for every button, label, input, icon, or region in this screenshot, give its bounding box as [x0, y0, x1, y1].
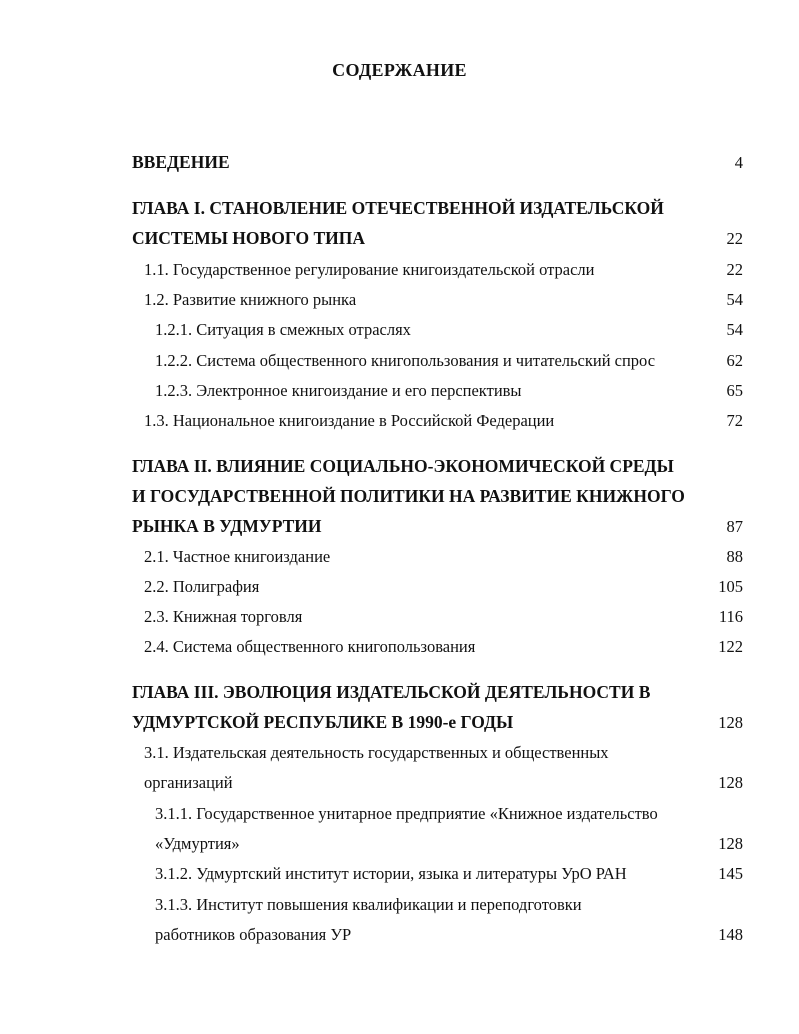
toc-section-3-1-3-line-1: 3.1.3. Институт повышения квалификации и переподготовки — [155, 895, 582, 914]
toc-section-1-2-1: 1.2.1. Ситуация в смежных отраслях — [155, 320, 411, 339]
toc-chapter-1-line-1: ГЛАВА I. СТАНОВЛЕНИЕ ОТЕЧЕСТВЕННОЙ ИЗДАТЕЛЬСКОЙ — [132, 198, 664, 218]
toc-page-section-2-1: 88 — [726, 547, 743, 566]
toc-page-section-1-2: 54 — [726, 290, 743, 309]
toc-section-3-1-line-2: организаций — [144, 773, 233, 792]
toc-page-section-2-3: 116 — [718, 607, 743, 626]
toc-page-section-3-1-3: 148 — [718, 925, 743, 944]
toc-section-1-2-3: 1.2.3. Электронное книгоиздание и его перспективы — [155, 381, 522, 400]
toc-chapter-3-line-2: УДМУРТСКОЙ РЕСПУБЛИКЕ В 1990-е ГОДЫ — [132, 712, 514, 732]
toc-section-1-2-2: 1.2.2. Система общественного книгопользования и читательский спрос — [155, 351, 656, 370]
toc-page-section-3-1-2: 145 — [718, 864, 743, 883]
toc-section-3-1-line-1: 3.1. Издательская деятельность государственных и общественных — [144, 743, 609, 762]
toc-chapter-3-line-1: ГЛАВА III. ЭВОЛЮЦИЯ ИЗДАТЕЛЬСКОЙ ДЕЯТЕЛЬНОСТИ В — [132, 682, 651, 702]
toc-chapter-2-line-3: РЫНКА В УДМУРТИИ — [132, 516, 322, 536]
toc-section-2-4: 2.4. Система общественного книгопользования — [144, 637, 476, 656]
toc-page-chapter-2: 87 — [726, 517, 743, 536]
toc-page-section-3-1-1: 128 — [718, 834, 743, 853]
toc-entry-intro: ВВЕДЕНИЕ — [132, 152, 230, 172]
toc-section-1-3: 1.3. Национальное книгоиздание в Российской Федерации — [144, 411, 555, 430]
toc-chapter-2-line-1: ГЛАВА II. ВЛИЯНИЕ СОЦИАЛЬНО-ЭКОНОМИЧЕСКОЙ СРЕДЫ — [132, 456, 674, 476]
toc-section-3-1-1-line-1: 3.1.1. Государственное унитарное предприятие «Книжное издательство — [155, 804, 658, 823]
toc-section-3-1-3-line-2: работников образования УР — [155, 925, 352, 944]
toc-section-3-1-2: 3.1.2. Удмуртский институт истории, языка и литературы УрО РАН — [155, 864, 627, 883]
toc-section-2-1: 2.1. Частное книгоиздание — [144, 547, 331, 566]
page-title: СОДЕРЖАНИЕ — [332, 60, 467, 80]
toc-section-2-3: 2.3. Книжная торговля — [144, 607, 303, 626]
toc-section-1-2: 1.2. Развитие книжного рынка — [144, 290, 357, 309]
toc-page-section-1-2-1: 54 — [726, 320, 743, 339]
toc-chapter-1-line-2: СИСТЕМЫ НОВОГО ТИПА — [132, 228, 366, 248]
toc-page-intro: 4 — [734, 153, 743, 172]
toc-chapter-2-line-2: И ГОСУДАРСТВЕННОЙ ПОЛИТИКИ НА РАЗВИТИЕ КНИЖНОГО — [132, 486, 685, 506]
toc-page-section-2-4: 122 — [718, 637, 743, 656]
toc-page-section-1-3: 72 — [726, 411, 743, 430]
toc-page-section-1-2-2: 62 — [726, 351, 743, 370]
toc-page-section-3-1: 128 — [718, 773, 743, 792]
toc-page-section-2-2: 105 — [718, 577, 743, 596]
toc-page-section-1-2-3: 65 — [726, 381, 743, 400]
toc-section-2-2: 2.2. Полиграфия — [144, 577, 260, 596]
toc-page-section-1-1: 22 — [726, 260, 743, 279]
toc-page-chapter-3: 128 — [718, 713, 743, 732]
toc-section-1-1: 1.1. Государственное регулирование книгоиздательской отрасли — [144, 260, 595, 279]
toc-section-3-1-1-line-2: «Удмуртия» — [155, 834, 240, 853]
toc-page-chapter-1: 22 — [726, 229, 743, 248]
